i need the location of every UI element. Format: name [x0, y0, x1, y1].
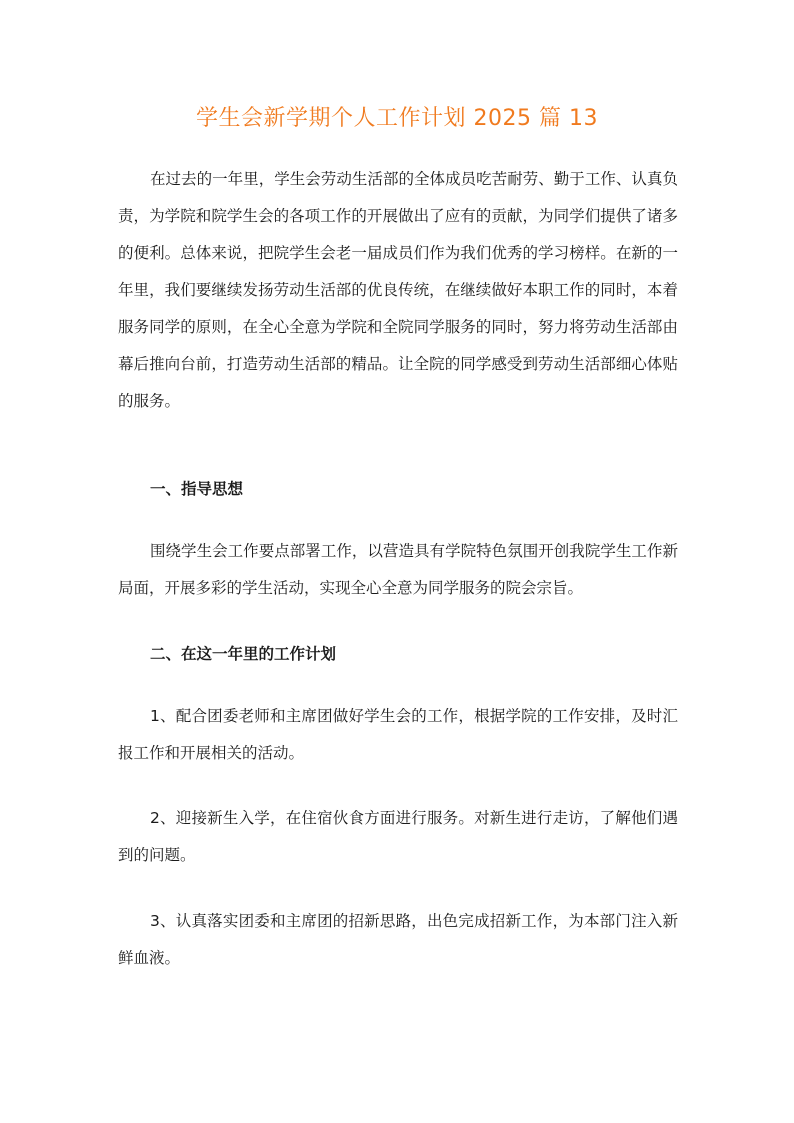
section-2-heading: 二、在这一年里的工作计划: [150, 645, 337, 663]
section-1: [118, 471, 678, 508]
intro-paragraph: 在过去的一年里，学生会劳动生活部的全体成员吃苦耐劳、勤于工作、认真负责，为学院和院学生会的各项工作的开展做出了应有的贡献，为同学们提供了诸多的便利。总体来说，把院学生会老一届成员们作为我们优秀的学习榜样。在新的一年里，我们要继续发扬劳动生活部的优良传统，在继续做好本职工作的同时，本着服务同学的原则，在全心全意为学院和全院同学服务的同时，努力将劳动生活部由幕后推向台前，打造劳动生活部的精品。让全院的同学感受到劳动生活部细心体贴的服务。: [118, 170, 678, 410]
plan-item-2-block: [118, 800, 678, 874]
plan-item-1: 1、配合团委老师和主席团做好学生会的工作，根据学院的工作安排，及时汇报工作和开展相关的活动。: [118, 707, 678, 762]
plan-item-2: 2、迎接新生入学，在住宿伙食方面进行服务。对新生进行走访，了解他们遇到的问题。: [118, 809, 678, 864]
plan-item-3-block: [118, 903, 678, 977]
section-1-heading: 一、指导思想: [150, 480, 244, 498]
document-title: 学生会新学期个人工作计划 2025 篇 13: [196, 106, 598, 131]
plan-item-1-block: [118, 698, 678, 772]
section-1-body: [118, 533, 678, 607]
intro-paragraph-block: [118, 161, 678, 420]
plan-item-3: 3、认真落实团委和主席团的招新思路，出色完成招新工作，为本部门注入新鲜血液。: [118, 912, 678, 967]
section-1-paragraph: 围绕学生会工作要点部署工作，以营造具有学院特色氛围开创我院学生工作新局面，开展多彩的学生活动，实现全心全意为同学服务的院会宗旨。: [118, 542, 678, 597]
section-2: [118, 636, 678, 673]
